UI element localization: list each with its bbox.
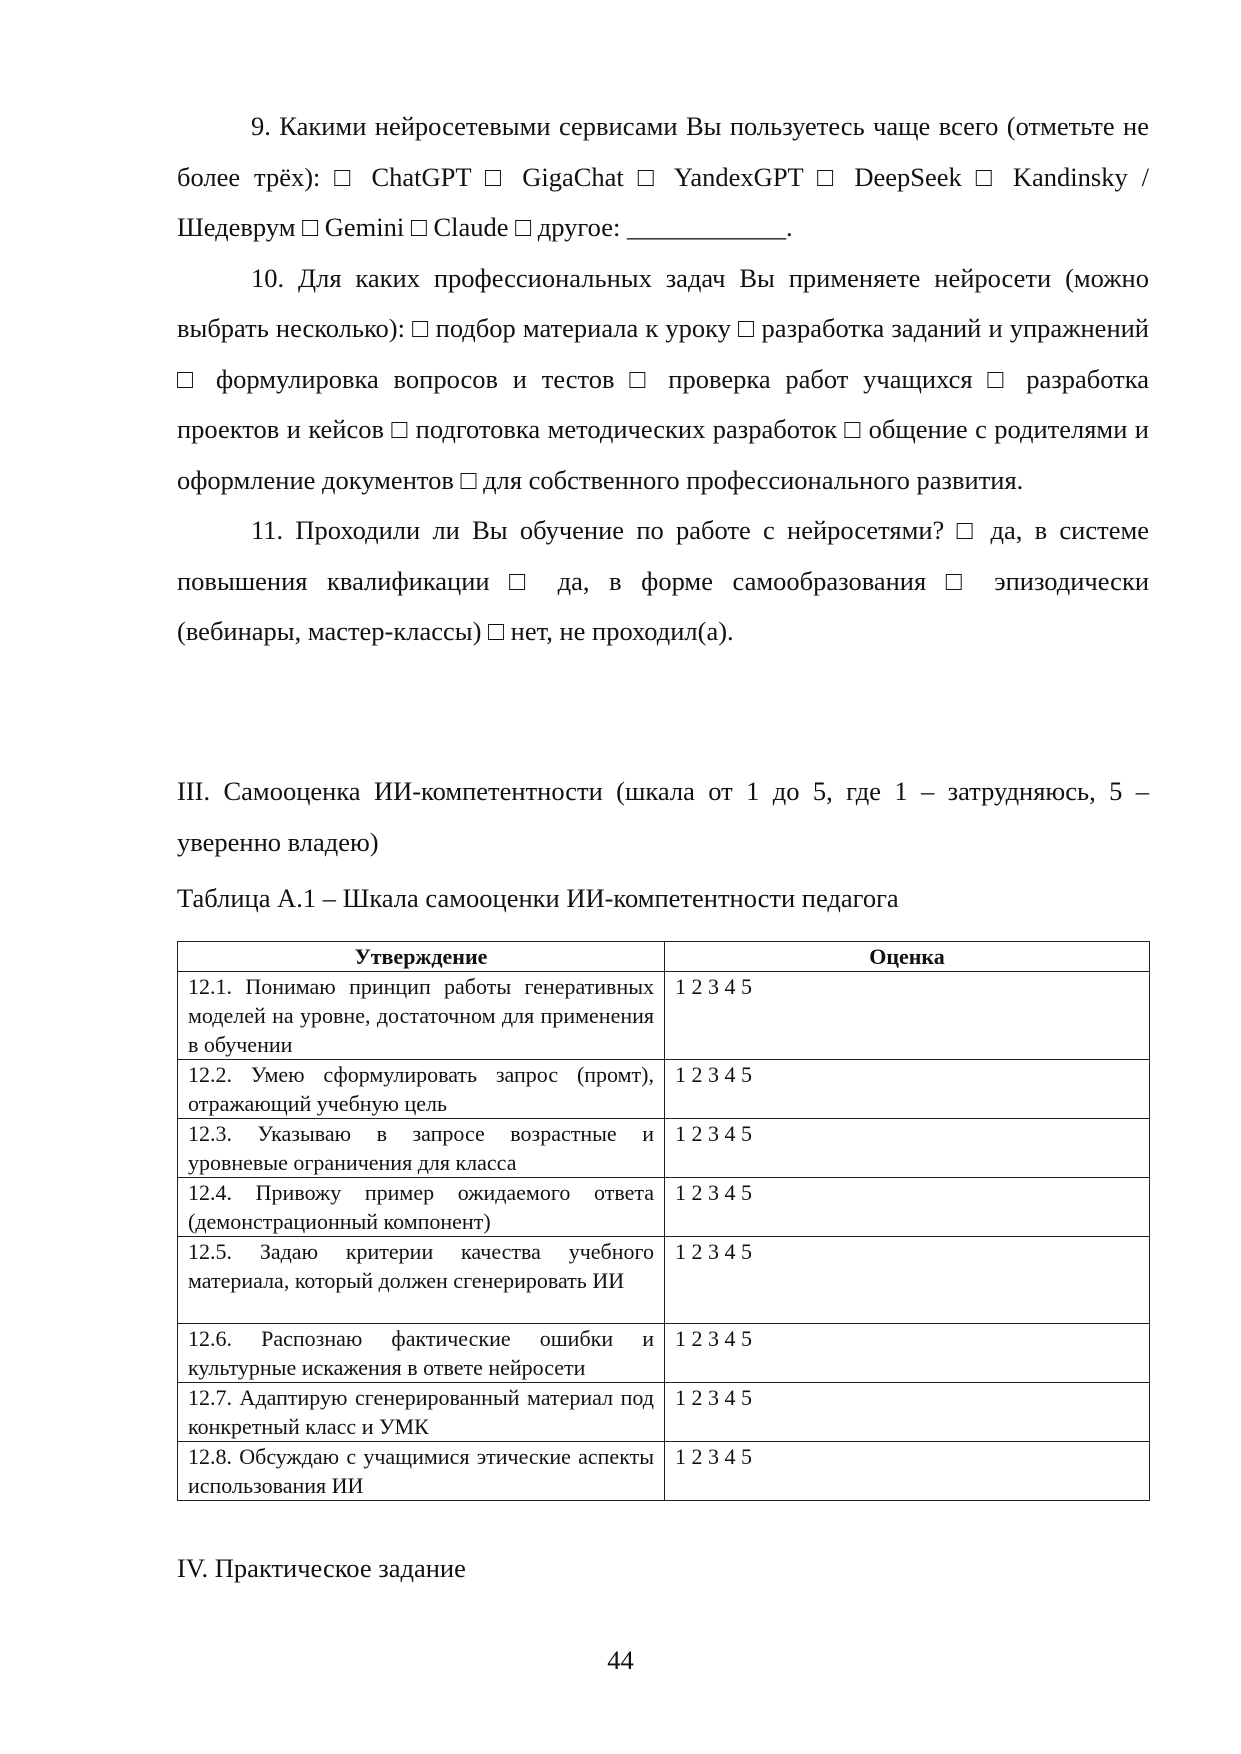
table-caption: Таблица А.1 – Шкала самооценки ИИ-компетентности педагога	[177, 883, 899, 913]
table-row	[178, 1119, 1150, 1178]
statement-cell: 12.4. Привожу пример ожидаемого ответа (демонстрационный компонент)	[178, 1178, 665, 1237]
table-row	[178, 1383, 1150, 1442]
table-row	[178, 1324, 1150, 1383]
rating-cell: 1 2 3 4 5	[665, 1119, 1150, 1178]
column-header-statement: Утверждение	[178, 942, 665, 972]
statement-cell: 12.2. Умею сформулировать запрос (промт), отражающий учебную цель	[178, 1060, 665, 1119]
rating-cell: 1 2 3 4 5	[665, 972, 1150, 1060]
table-header-row	[178, 942, 1150, 972]
rating-cell: 1 2 3 4 5	[665, 1442, 1150, 1501]
rating-cell: 1 2 3 4 5	[665, 1178, 1150, 1237]
section-4-heading: IV. Практическое задание	[177, 1553, 466, 1583]
table-row	[178, 972, 1150, 1060]
rating-cell: 1 2 3 4 5	[665, 1324, 1150, 1383]
rating-cell: 1 2 3 4 5	[665, 1237, 1150, 1324]
statement-cell: 12.8. Обсуждаю с учащимися этические аспекты использования ИИ	[178, 1442, 665, 1501]
table-row	[178, 1237, 1150, 1324]
statement-cell: 12.1. Понимаю принцип работы генеративных моделей на уровне, достаточном для применения в обучении	[178, 972, 665, 1060]
rating-cell: 1 2 3 4 5	[665, 1060, 1150, 1119]
table-row	[178, 1060, 1150, 1119]
column-header-rating: Оценка	[665, 942, 1150, 972]
self-assessment-table	[177, 941, 1150, 1501]
question-11: 11. Проходили ли Вы обучение по работе с нейросетями? □ да, в системе повышения квалификации □ да, в форме самообразования □ эпизодически (вебинары, мастер-классы) □ нет, не проходил(а).	[177, 515, 1149, 646]
section-3-heading: III. Самооценка ИИ-компетентности (шкала от 1 до 5, где 1 – затрудняюсь, 5 – уверенно владею)	[177, 776, 1149, 857]
rating-cell: 1 2 3 4 5	[665, 1383, 1150, 1442]
table-row	[178, 1178, 1150, 1237]
statement-cell: 12.6. Распознаю фактические ошибки и культурные искажения в ответе нейросети	[178, 1324, 665, 1383]
statement-cell: 12.5. Задаю критерии качества учебного материала, который должен сгенерировать ИИ	[178, 1237, 665, 1324]
question-10: 10. Для каких профессиональных задач Вы применяете нейросети (можно выбрать несколько): □ подбор материала к уроку □ разработка заданий и упражнений □ формулировка вопросов и тестов □ проверка работ учащихся □ разработка проектов и кейсов □ подготовка методических разработок □ общение с родителями и оформление документов □ для собственного профессионального развития.	[177, 262, 1149, 495]
questions-block	[177, 101, 1149, 657]
statement-cell: 12.3. Указываю в запросе возрастные и уровневые ограничения для класса	[178, 1119, 665, 1178]
page-number: 44	[607, 1645, 634, 1675]
table-row	[178, 1442, 1150, 1501]
question-9: 9. Какими нейросетевыми сервисами Вы пользуетесь чаще всего (отметьте не более трёх): □ ChatGPT □ GigaChat □ YandexGPT □ DeepSeek □ Kandinsky / Шедеврум □ Gemini □ Claude □ другое: ____________.	[177, 111, 1149, 242]
statement-cell: 12.7. Адаптирую сгенерированный материал под конкретный класс и УМК	[178, 1383, 665, 1442]
